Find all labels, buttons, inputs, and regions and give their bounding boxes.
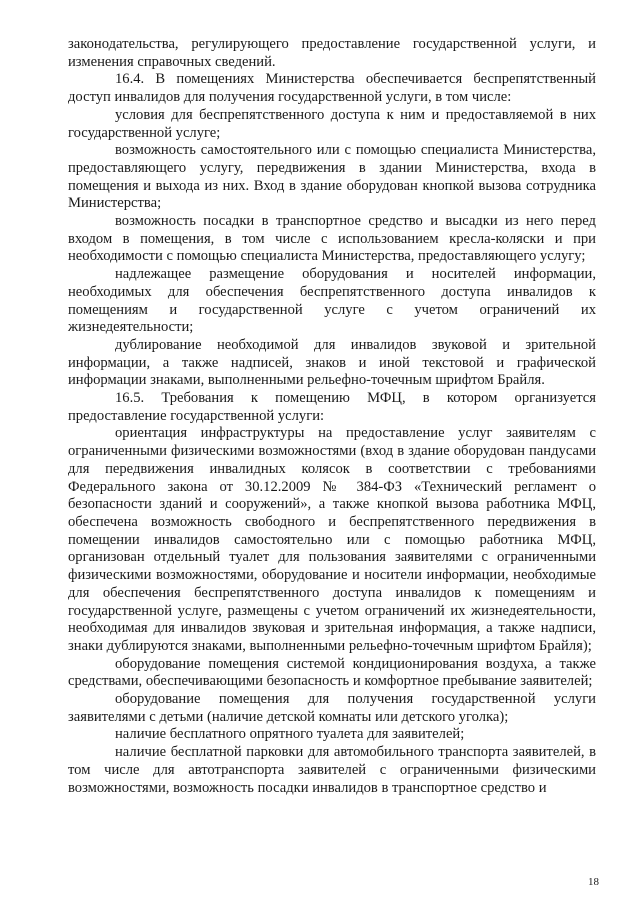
paragraph-6: надлежащее размещение оборудования и носителей информации, необходимых для обеспечения беспрепятственного доступа инвалидов к помещениям и государственной услуге с учетом ограничений их жизнедеятельности; — [68, 266, 596, 336]
paragraph-7: дублирование необходимой для инвалидов звуковой и зрительной информации, а также надписей, знаков и иной текстовой и графической информации знаками, выполненными рельефно-точечным шрифтом Брайля. — [68, 336, 596, 389]
paragraph-4: возможность самостоятельного или с помощью специалиста Министерства, предоставляющего услугу, передвижения в здании Министерства, входа в помещения и выхода из них. Вход в здание оборудован кнопкой вызова сотрудника Министерства; — [68, 142, 596, 212]
paragraph-13: наличие бесплатной парковки для автомобильного транспорта заявителей, в том числе для автотранспорта заявителей с ограниченными физическими возможностями, возможность посадки инвалидов в транспортное средство и — [68, 744, 596, 796]
paragraph-5: возможность посадки в транспортное средство и высадки из него перед входом в помещения, в том числе с использованием кресла-коляски и при необходимости с помощью специалиста Министерства, предоставляющего услугу; — [68, 213, 596, 265]
page-number: 18 — [588, 876, 599, 888]
paragraph-9: ориентация инфраструктуры на предоставление услуг заявителям с ограниченными физическими возможностями (вход в здание оборудован пандусами для передвижения инвалидных колясок в соответствии с требованиями Федерального закона от 30.12.2009 № 384-ФЗ «Технический регламент о безопасности зданий и сооружений», а также кнопкой вызова работника МФЦ, обеспечена возможность свободного и беспрепятственного передвижения в помещении инвалидов самостоятельно или с помощью работника МФЦ, организован отдельный туалет для пользования заявителями с ограниченными физическими возможностями, оборудование и носители информации, необходимые для обеспечения беспрепятственного доступа инвалидов к помещениям и государственной услуге, размещены с учетом ограничений их жизнедеятельности, необходимая для инвалидов звуковая и зрительная информация, а также надписи, знаки дублируются знаками, выполненными рельефно-точечным шрифтом Брайля); — [68, 425, 596, 654]
paragraph-1: законодательства, регулирующего предоставление государственной услуги, и изменения справочных сведений. — [68, 36, 596, 70]
document-body — [68, 36, 596, 797]
paragraph-3: условия для беспрепятственного доступа к ним и предоставляемой в них государственной услуге; — [68, 106, 596, 141]
paragraph-11: оборудование помещения для получения государственной услуги заявителями с детьми (наличие детской комнаты или детского уголка); — [68, 691, 596, 725]
paragraph-8: 16.5. Требования к помещению МФЦ, в котором организуется предоставление государственной услуги: — [68, 390, 596, 424]
paragraph-12: наличие бесплатного опрятного туалета для заявителей; — [115, 726, 465, 743]
paragraph-10: оборудование помещения системой кондиционирования воздуха, а также средствами, обеспечивающими безопасность и комфортное пребывание заявителей; — [68, 655, 596, 690]
paragraph-2: 16.4. В помещениях Министерства обеспечивается беспрепятственный доступ инвалидов для получения государственной услуги, в том числе: — [68, 71, 596, 106]
